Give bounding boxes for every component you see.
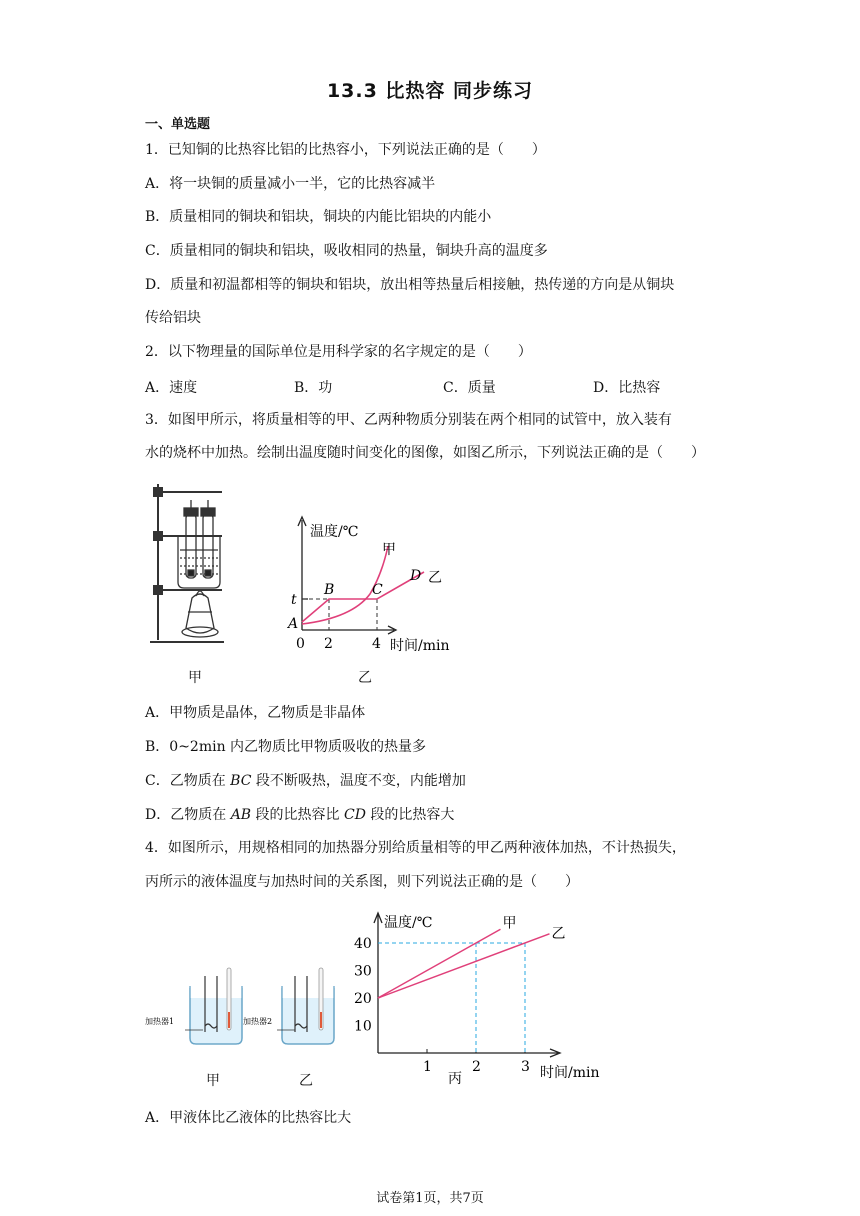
q4-option-a: A．甲液体比乙液体的比热容比大 — [145, 1110, 352, 1126]
q3-y-axis-label: 温度/℃ — [310, 524, 359, 540]
q4-series-label-jia: 甲 — [502, 915, 517, 932]
q1-option-d-line1: D．质量和初温都相等的铜块和铝块，放出相等热量后相接触，热传递的方向是从铜块 — [145, 277, 675, 293]
q4-x-tick-3: 3 — [521, 1059, 530, 1075]
q3-point-d: D — [410, 568, 422, 584]
q4-x-tick-2: 2 — [472, 1059, 481, 1075]
q3-origin-label: 0 — [296, 636, 305, 652]
q4-y-tick-10: 10 — [354, 1018, 372, 1035]
q4-stem-line2: 丙所示的液体温度与加热时间的关系图，则下列说法正确的是（ ） — [145, 874, 579, 890]
q2-stem: 2．以下物理量的国际单位是用科学家的名字规定的是（ ） — [145, 344, 532, 360]
q3-stem-line1: 3．如图甲所示，将质量相等的甲、乙两种物质分别装在两个相同的试管中，放入装有 — [145, 412, 672, 428]
q1-option-a: A．将一块铜的质量减小一半，它的比热容减半 — [145, 176, 436, 192]
q4-caption-yi: 乙 — [299, 1073, 313, 1089]
q4-beakers-figure — [145, 960, 345, 1050]
q2-option-b: B．功 — [294, 380, 333, 396]
yi-curve — [302, 572, 424, 622]
beaker-yi — [277, 968, 334, 1044]
page-footer: 试卷第1页，共7页 — [376, 1191, 484, 1206]
q4-y-tick-30: 30 — [354, 963, 372, 980]
q4-y-axis-label: 温度/℃ — [384, 915, 433, 931]
q4-x-axis-label: 时间/min — [540, 1065, 600, 1081]
q3-curve-label-jia: 甲 — [382, 542, 396, 558]
q2-option-d: D．比热容 — [593, 380, 661, 396]
beaker-jia — [185, 968, 242, 1044]
q4-series-label-yi: 乙 — [551, 925, 566, 942]
q4-x-tick-1: 1 — [423, 1059, 432, 1075]
q3-figure-caption-yi: 乙 — [358, 670, 372, 686]
q2-option-c: C．质量 — [443, 380, 496, 396]
q3-curves — [302, 546, 424, 624]
q4-stem-line1: 4．如图所示，用规格相同的加热器分别给质量相等的甲乙两种液体加热，不计热损失， — [145, 840, 686, 856]
q3-x-axis-label: 时间/min — [390, 638, 450, 654]
section-heading: 一、单选题 — [145, 117, 211, 132]
q3-figure-caption-jia: 甲 — [188, 670, 202, 686]
q3-temperature-time-graph — [282, 512, 462, 660]
q4-temperature-time-chart — [340, 905, 620, 1085]
q3-x-tick-4: 4 — [372, 636, 381, 652]
q1-option-c: C．质量相同的铜块和铝块，吸收相同的热量，铜块升高的温度多 — [145, 243, 548, 259]
q3-point-c: C — [372, 582, 383, 598]
q3-y-tick-t: t — [291, 592, 297, 608]
q4-caption-bing: 丙 — [448, 1071, 462, 1085]
q3-option-c: C．乙物质在 BC 段不断吸热，温度不变，内能增加 — [145, 773, 466, 789]
q1-option-d-line2: 传给铝块 — [145, 310, 201, 326]
q4-caption-jia: 甲 — [206, 1073, 220, 1089]
q3-point-b: B — [324, 582, 335, 598]
heating-apparatus-figure — [140, 478, 250, 658]
q4-y-tick-20: 20 — [354, 991, 372, 1007]
q3-option-a: A．甲物质是晶体，乙物质是非晶体 — [145, 705, 366, 721]
heater-2-label: 加热器2 — [243, 1017, 273, 1026]
q4-y-tick-40: 40 — [354, 936, 372, 952]
q1-stem: 1．已知铜的比热容比铝的比热容小，下列说法正确的是（ ） — [145, 142, 546, 158]
q1-option-b: B．质量相同的铜块和铝块，铜块的内能比铝块的内能小 — [145, 209, 492, 225]
q3-stem-line2: 水的烧杯中加热。绘制出温度随时间变化的图像，如图乙所示，下列说法正确的是（ ） — [145, 445, 705, 461]
q3-point-a: A — [288, 616, 299, 632]
q3-option-d: D．乙物质在 AB 段的比热容比 CD 段的比热容大 — [145, 807, 455, 823]
q4-series-line-jia — [378, 929, 501, 998]
q3-curve-label-yi: 乙 — [428, 570, 442, 586]
q3-x-tick-2: 2 — [324, 636, 333, 652]
q2-option-a: A．速度 — [145, 380, 198, 396]
heater-1-label: 加热器1 — [145, 1017, 175, 1026]
q3-option-b: B．0~2min 内乙物质比甲物质吸收的热量多 — [145, 739, 427, 755]
page-title: 13.3 比热容 同步练习 — [326, 80, 534, 102]
